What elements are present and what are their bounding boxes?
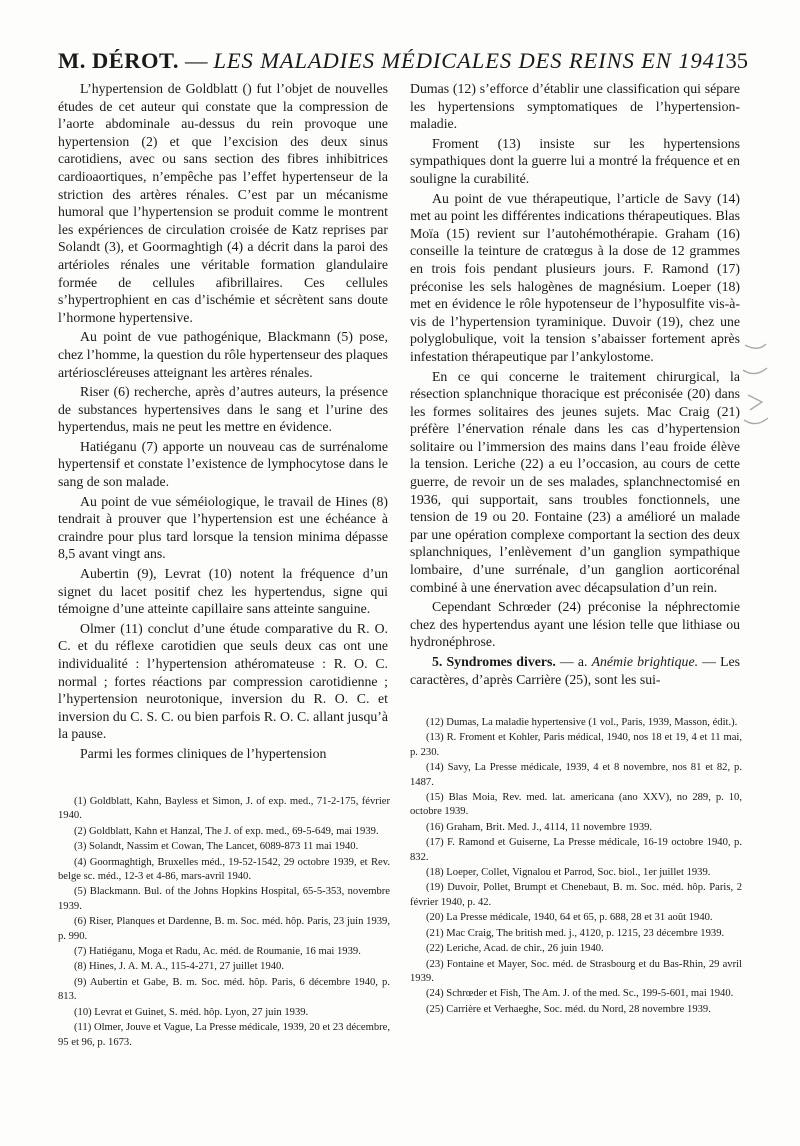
footnotes-right xyxy=(410,716,742,1136)
left-paragraph: Au point de vue pathogénique, Blackmann (5) pose, chez l’homme, la question du rôle hypertenseur des plaques artérioscléreuses atteignant les artères rénales. xyxy=(58,329,388,380)
header-dash: — xyxy=(184,48,208,73)
footnote: (13) R. Froment et Kohler, Paris médical, 1940, nos 18 et 19, 4 et 11 mai, p. 230. xyxy=(410,732,742,758)
right-paragraph: Au point de vue thérapeutique, l’article de Savy (14) met au point les différentes indications thérapeutiques. Blas Moïa (15) revient sur l’autohémothérapie. Graham (16) conseille la teinture de cratœgus à la dose de 12 grammes en trois fois pendant plusieurs jours. F. Ramond (17) préconise les sels halogènes de magnésium. Loeper (18) met en évidence le rôle hypotenseur de l’hyposulfite vis-à-vis de l’hypertension tyraminique. Duvoir (19), chez une polyglobulique, voit la tension s’abaisser fortement après infestation thérapeutique par l’ankylostome. xyxy=(410,190,740,364)
footnote: (5) Blackmann. Bul. of the Johns Hopkins Hospital, 65-5-353, novembre 1939. xyxy=(58,886,390,912)
header-title: LES MALADIES MÉDICALES DES REINS EN 1941 xyxy=(213,48,727,73)
footnote: (9) Aubertin et Gabe, B. m. Soc. méd. hôp. Paris, 6 décembre 1940, p. 813. xyxy=(58,976,390,1003)
section-sub: — a. xyxy=(559,654,588,669)
footnote: (17) F. Ramond et Guiserne, La Presse médicale, 16-19 octobre 1940, p. 832. xyxy=(410,837,742,863)
footnote: (22) Leriche, Acad. de chir., 26 juin 1940. xyxy=(426,943,604,955)
header-author: M. DÉROT. xyxy=(58,48,179,73)
page-number: 35 xyxy=(725,48,748,73)
footnote: (10) Levrat et Guinet, S. méd. hôp. Lyon, 27 juin 1939. xyxy=(74,1006,309,1018)
section-text: — Les caractères, d’après Carrière (25), sont les sui- xyxy=(410,654,741,687)
footnote: (20) La Presse médicale, 1940, 64 et 65, p. 688, 28 et 31 août 1940. xyxy=(426,912,713,924)
footnote: (3) Solandt, Nassim et Cowan, The Lancet, 6089-873 11 mai 1940. xyxy=(74,841,359,853)
left-paragraph: Riser (6) recherche, après d’autres auteurs, la présence de substances hypertensives dans le sang et l’urine des hypertendus, mais ne peut les mettre en évidence. xyxy=(58,384,388,435)
footnote: (18) Loeper, Collet, Vignalou et Parrod, Soc. biol., 1er juillet 1939. xyxy=(426,867,711,879)
footnote: (25) Carrière et Verhaeghe, Soc. méd. du Nord, 28 novembre 1939. xyxy=(426,1003,711,1015)
footnote: (19) Duvoir, Pollet, Brumpt et Chenebaut, B. m. Soc. méd. hôp. Paris, 2 février 1940, p. 42. xyxy=(410,882,742,908)
footnote: (1) Goldblatt, Kahn, Bayless et Simon, J. of exp. med., 71-2-175, février 1940. xyxy=(58,796,390,822)
footnote: (14) Savy, La Presse médicale, 1939, 4 et 8 novembre, nos 81 et 82, p. 1487. xyxy=(410,762,742,788)
footnote: (8) Hines, J. A. M. A., 115-4-271, 27 juillet 1940. xyxy=(74,961,285,973)
section-sub-title: Anémie brightique. xyxy=(591,654,699,669)
right-paragraph: En ce qui concerne le traitement chirurgical, la résection splanchnique thoracique est préconisée (20) dans les formes solitaires des jeunes sujets. Mac Craig (21) préfère l’énervation rénale dans les cas d’hypertension solitaire ou l’immersion des mains dans l’eau froide élève la tension. Leriche (22) a eu l’occasion, au cours de cette guerre, de revoir un de ses malades, splanchnectomisé en 1936, qui supportait, sans troubles fonctionnels, une tension de 19 ou 20. Fontaine (23) a amélioré un malade par une opération complexe comportant la section des deux splanchniques, l’enlèvement d’un ganglion sympathique lombaire, d’une surrénale, d’un ganglion aorticorénal combiné à une énervation avec décapsulation d’un rein. xyxy=(410,368,740,595)
left-column xyxy=(58,80,388,770)
footnote: (23) Fontaine et Mayer, Soc. méd. de Strasbourg et du Bas-Rhin, 29 avril 1939. xyxy=(410,958,742,984)
footnote: (16) Graham, Brit. Med. J., 4114, 11 novembre 1939. xyxy=(426,821,653,833)
footnote: (4) Goormaghtigh, Bruxelles méd., 19-52-1542, 29 octobre 1939, et Rev. belge sc. méd., 12-3 et 4-86, mars-avril 1940. xyxy=(58,856,390,883)
left-paragraph: L’hypertension de Goldblatt () fut l’objet de nouvelles études de cet auteur qui constate que la compression de l’aorte abdominale au-dessus du rein provoque une hypertension (2) et que l’excision des deux sinus carotidiens, avec ou sans section des fibres inhibitrices cardioaortiques, n’empêche pas l’effet hypertenseur de la striction des artères rénales. C’est par un mécanisme humoral que l’hypertension se produit comme le montrent les expériences de circulation croisée de Katz reprises par Solandt (3), et Goormaghtigh (4) a décrit dans la paroi des artérioles rénales une véritable formation glandulaire formée de cellules afibrillaires. Ces cellules s’hypertrophient en cas d’ischémie et sécrètent sans doute l’hormone hypertensive. xyxy=(58,81,388,325)
left-paragraph: Hatiéganu (7) apporte un nouveau cas de surrénalome hypertensif et constate l’existence de lymphocytose dans le sang de son malade. xyxy=(58,438,388,490)
left-paragraph: Aubertin (9), Levrat (10) notent la fréquence d’un signet du lacet positif chez les hypertendus, signe qui témoigne d’une atteinte capillaire sans atteinte sanguine. xyxy=(58,566,388,617)
left-paragraph: Au point de vue séméiologique, le travail de Hines (8) tendrait à prouver que l’hypertension est une échéance à craindre pour plus tard lorsque la tension minima dépasse 8,5 avant vingt ans. xyxy=(58,493,388,562)
right-paragraph: Froment (13) insiste sur les hypertensions sympathiques dont la guerre lui a montré la fréquence et en souligne la curabilité. xyxy=(410,135,740,186)
footnote: (21) Mac Craig, The british med. j., 4120, p. 1215, 23 décembre 1939. xyxy=(426,927,725,939)
footnote: (2) Goldblatt, Kahn et Hanzal, The J. of exp. med., 69-5-649, mai 1939. xyxy=(74,825,379,837)
section-title: Syndromes divers. xyxy=(446,654,556,669)
right-column xyxy=(410,80,740,700)
section-number: 5. xyxy=(432,654,443,669)
footnote: (7) Hatiéganu, Moga et Radu, Ac. méd. de Roumanie, 16 mai 1939. xyxy=(74,946,361,958)
left-paragraph: Olmer (11) conclut d’une étude comparative du R. O. C. et du réflexe carotidien que seuls deux cas ont une individualité : l’hypertension athéromateuse : R. O. C. normal ; fortes réactions par compression carotidienne ; l’hypertension neurotonique, inversion du R. O. C. et inversion du C. S. C. ou bien parfois R. O. C. allant jusqu’à la pause. xyxy=(58,620,388,742)
footnotes-left xyxy=(58,795,390,1130)
footnote: (24) Schrœder et Fish, The Am. J. of the med. Sc., 199-5-601, mai 1940. xyxy=(426,988,734,1000)
left-paragraph: Parmi les formes cliniques de l’hypertension xyxy=(80,745,327,761)
scan-artifact-mark xyxy=(740,340,770,430)
running-head xyxy=(58,44,748,78)
right-paragraph: Dumas (12) s’efforce d’établir une classification qui sépare les hypertensions symptomatiques de l’hypertension-maladie. xyxy=(410,81,740,132)
footnote: (6) Riser, Planques et Dardenne, B. m. Soc. méd. hôp. Paris, 23 juin 1939, p. 990. xyxy=(58,916,390,942)
section-heading xyxy=(410,653,740,688)
footnote: (11) Olmer, Jouve et Vague, La Presse médicale, 1939, 20 et 23 décembre, 95 et 96, p. 1673. xyxy=(58,1022,390,1048)
footnote: (12) Dumas, La maladie hypertensive (1 vol., Paris, 1939, Masson, édit.). xyxy=(426,717,738,728)
right-paragraph: Cependant Schrœder (24) préconise la néphrectomie chez des hypertendus ayant une lésion telle que lithiase ou hydronéphrose. xyxy=(410,599,740,650)
footnote: (15) Blas Moia, Rev. med. lat. americana (ano XXV), no 289, p. 10, octobre 1939. xyxy=(410,792,742,818)
